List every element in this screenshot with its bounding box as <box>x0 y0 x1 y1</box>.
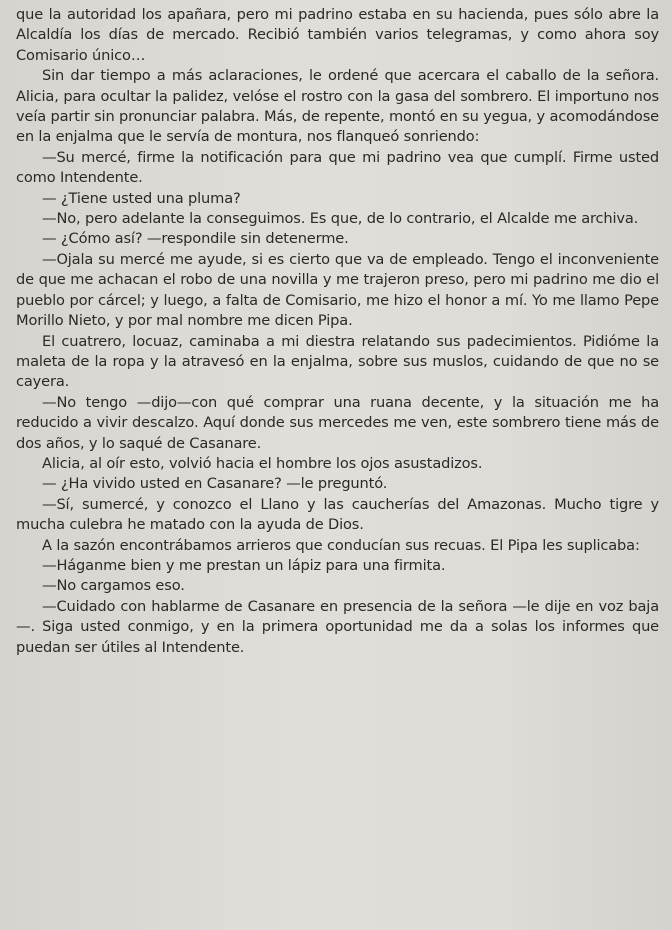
paragraph-13: A la sazón encontrábamos arrieros que conducían sus recuas. El Pipa les suplicaba: <box>42 536 640 554</box>
paragraph-9: —No tengo —dijo—con qué comprar una ruana decente, y la situación me ha reducido a vivir descalzo. Aquí donde sus mercedes me ven, este sombrero tiene más de dos años, y lo saqué de Casanare. <box>16 393 659 452</box>
paragraph-2: Sin dar tiempo a más aclaraciones, le ordené que acercara el caballo de la señora. Alicia, para ocultar la palidez, velóse el rostro con la gasa del sombrero. El importuno nos veía partir sin pronunciar palabra. Más, de repente, montó en su yegua, y acomodándose en la enjalma que le servía de montura, nos flanqueó sonriendo: <box>16 67 659 146</box>
paragraph-3: —Su mercé, firme la notificación para que mi padrino vea que cumplí. Firme usted como Intendente. <box>16 148 659 187</box>
paragraph-1: que la autoridad los apañara, pero mi padrino estaba en su hacienda, pues sólo abre la Alcaldía los días de mercado. Recibió también varios telegramas, y como ahora soy Comisario único… <box>16 6 659 64</box>
paragraph-15: —No cargamos eso. <box>42 577 185 595</box>
paragraph-4: — ¿Tiene usted una pluma? <box>42 189 241 207</box>
paragraph-12: —Sí, sumercé, y conozco el Llano y las caucherías del Amazonas. Mucho tigre y mucha culebra he matado con la ayuda de Dios. <box>16 495 659 534</box>
paragraph-5: —No, pero adelante la conseguimos. Es que, de lo contrario, el Alcalde me archiva. <box>42 210 639 228</box>
page-text <box>16 5 659 658</box>
paragraph-7: —Ojala su mercé me ayude, si es cierto que va de empleado. Tengo el inconveniente de que me achacan el robo de una novilla y me trajeron preso, pero mi padrino me dio el pueblo por cárcel; y luego, a falta de Comisario, me hizo el honor a mí. Yo me llamo Pepe Morillo Nieto, y por mal nombre me dicen Pipa. <box>16 250 659 330</box>
paragraph-10: Alicia, al oír esto, volvió hacia el hombre los ojos asustadizos. <box>42 454 483 472</box>
paragraph-14: —Háganme bien y me prestan un lápiz para una firmita. <box>42 556 446 574</box>
paragraph-8: El cuatrero, locuaz, caminaba a mi diestra relatando sus padecimientos. Pidióme la maleta de la ropa y la atravesó en la enjalma, sobre sus muslos, cuidando de que no se cayera. <box>16 332 659 391</box>
paragraph-16: —Cuidado con hablarme de Casanare en presencia de la señora —le dije en voz baja—. Siga usted conmigo, y en la primera oportunidad me da a solas los informes que puedan ser útiles al Intendente. <box>16 597 659 656</box>
paragraph-11: — ¿Ha vivido usted en Casanare? —le preguntó. <box>42 475 388 493</box>
paragraph-6: — ¿Cómo así? —respondile sin detenerme. <box>42 230 349 248</box>
